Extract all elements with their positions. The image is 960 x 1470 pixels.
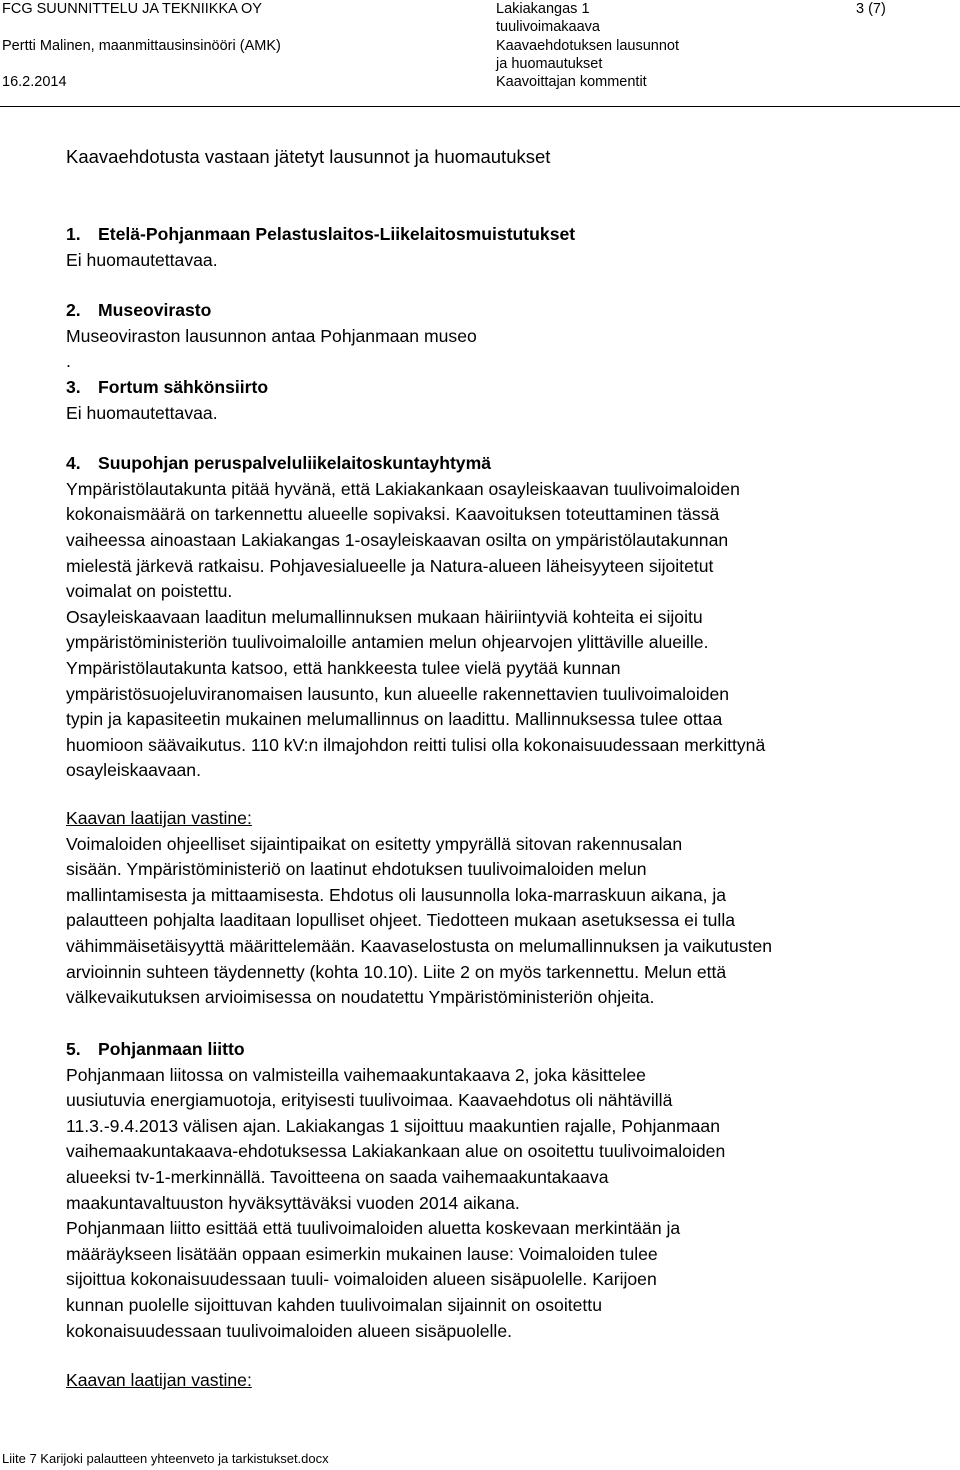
item-number: 2. — [66, 300, 81, 321]
response-label: Kaavan laatijan vastine: — [66, 1370, 252, 1390]
document-date: 16.2.2014 — [2, 74, 67, 90]
item-number: 4. — [66, 453, 81, 474]
item5-line: alueeksi tv-1-merkinnällä. Tavoitteena on saada vaihemaakuntakaava — [66, 1166, 609, 1187]
item4-line: huomioon säävaikutus. 110 kV:n ilmajohdon reitti tulisi olla kokonaisuudessaan merkittynä — [66, 734, 766, 755]
response-line: arvioinnin suhteen täydennetty (kohta 10.10). Liite 2 on myös tarkennettu. Melun että — [66, 961, 727, 982]
response-line: sisään. Ympäristöministeriö on laatinut ehdotuksen tuulivoimaloiden melun — [66, 859, 647, 880]
response-line: Voimaloiden ohjeelliset sijaintipaikat on esitetty ympyrällä sitovan rakennusalan — [66, 833, 683, 854]
item5-line: määräykseen lisätään oppaan esimerkin mukainen lause: Voimaloiden tulee — [66, 1243, 658, 1264]
item-title: Fortum sähkönsiirto — [98, 376, 269, 397]
doc-title-line2: ja huomautukset — [496, 56, 603, 72]
item-title: Pohjanmaan liitto — [98, 1039, 245, 1059]
item-title: Museovirasto — [98, 300, 212, 321]
item5-line: kunnan puolelle sijoittuvan kahden tuulivoimalan sijainnit on osoitettu — [66, 1294, 602, 1315]
page-header — [0, 0, 960, 108]
item-title: Suupohjan peruspalveluliikelaitoskuntayhtymä — [98, 453, 492, 474]
response-line: välkevaikutuksen arvioimisessa on noudatettu Ympäristöministeriön ohjeita. — [66, 987, 655, 1008]
item4-line: voimalat on poistettu. — [66, 581, 233, 602]
item4-line: Osayleiskaavaan laaditun melumallinnuksen mukaan häiriintyviä kohteita ei sijoitu — [66, 606, 703, 627]
item-heading — [66, 451, 956, 477]
item5-line: sijoittua kokonaisuudessaan tuuli- voimaloiden alueen sisäpuolelle. Karijoen — [66, 1269, 657, 1290]
item-extra: . — [66, 351, 71, 372]
item-title: Etelä-Pohjanmaan Pelastuslaitos-Liikelaitosmuistutukset — [98, 224, 576, 244]
item4-line: Ympäristölautakunta pitää hyvänä, että Lakiakankaan osayleiskaavan tuulivoimaloiden — [66, 478, 740, 499]
item-number: 5. — [66, 1039, 81, 1059]
plan-type: tuulivoimakaava — [496, 19, 600, 35]
item5-line: vaihemaakuntakaava-ehdotuksessa Lakiakankaan alue on osoitettu tuulivoimaloiden — [66, 1141, 726, 1162]
item4-line: Ympäristölautakunta katsoo, että hankkeesta tulee vielä pyytää kunnan — [66, 657, 621, 678]
item4-line: ympäristöministeriön tuulivoimaloille antamien melun ohjearvojen ylittäville alueille. — [66, 632, 709, 653]
item4-line: typin ja kapasiteetin mukainen melumallinnus on laadittu. Mallinnuksessa tulee ottaa — [66, 709, 723, 730]
response-line: palautteen pohjalta laaditaan lopulliset ohjeet. Tiedotteen mukaan asetuksessa ei tulla — [66, 910, 736, 931]
item5-line: Pohjanmaan liitto esittää että tuulivoimaloiden aluetta koskevaan merkintään ja — [66, 1218, 681, 1239]
item-heading — [66, 298, 956, 324]
response-line: mallintamisesta ja mittaamisesta. Ehdotus oli lausunnolla loka-marraskuun aikana, ja — [66, 884, 727, 905]
item4-line: ympäristösuojeluviranomaisen lausunto, kun alueelle rakennettavien tuulivoimaloiden — [66, 683, 730, 704]
page-number: 3 (7) — [856, 1, 886, 17]
item5-line: Pohjanmaan liitossa on valmisteilla vaihemaakuntakaava 2, joka käsittelee — [66, 1064, 646, 1085]
item5-line: maakuntavaltuuston hyväksyttäväksi vuoden 2014 aikana. — [66, 1192, 520, 1213]
author: Pertti Malinen, maanmittausinsinööri (AMK) — [2, 38, 281, 54]
item-number: 3. — [66, 376, 81, 397]
item-body: Ei huomautettavaa. — [66, 249, 218, 270]
item-body: Ei huomautettavaa. — [66, 402, 218, 423]
item4-line: mielestä järkevä ratkaisu. Pohjavesialueelle ja Natura-alueen läheisyyteen sijoitetut — [66, 555, 714, 576]
response-label: Kaavan laatijan vastine: — [66, 808, 252, 828]
doc-subtitle: Kaavoittajan kommentit — [496, 74, 647, 90]
item5-line: uusiutuvia energiamuotoja, erityisesti tuulivoimaa. Kaavaehdotus oli nähtävillä — [66, 1090, 673, 1111]
page-footer: Liite 7 Karijoki palautteen yhteenveto ja tarkistukset.docx — [2, 1451, 329, 1466]
page-title: Kaavaehdotusta vastaan jätetyt lausunnot ja huomautukset — [66, 146, 551, 167]
item-heading — [66, 375, 956, 401]
item-list — [66, 222, 956, 784]
response-block-2 — [66, 1368, 956, 1394]
header-divider — [0, 106, 960, 107]
item4-line: vaiheessa ainoastaan Lakiakangas 1-osayleiskaavan osilta on ympäristölautakunnan — [66, 529, 729, 550]
item-body: Museoviraston lausunnon antaa Pohjanmaan museo — [66, 325, 477, 346]
item4-line: osayleiskaavaan. — [66, 760, 201, 781]
item-number: 1. — [66, 224, 81, 244]
item-heading — [66, 222, 956, 248]
item5-line: 11.3.-9.4.2013 välisen ajan. Lakiakangas 1 sijoittuu maakuntien rajalle, Pohjanmaan — [66, 1115, 721, 1136]
response-block — [66, 806, 956, 1011]
item-heading — [66, 1037, 956, 1063]
response-line: vähimmäisetäisyyttä määrittelemään. Kaavaselostusta on melumallinnuksen ja vaikutusten — [66, 935, 773, 956]
doc-title-line1: Kaavaehdotuksen lausunnot — [496, 38, 680, 54]
company-name: FCG SUUNNITTELU JA TEKNIIKKA OY — [2, 1, 262, 17]
project-name: Lakiakangas 1 — [496, 1, 590, 17]
item5-line: kokonaisuudessaan tuulivoimaloiden alueen sisäpuolelle. — [66, 1320, 513, 1341]
item4-line: kokonaismäärä on tarkennettu alueelle sopivaksi. Kaavoituksen toteuttaminen tässä — [66, 504, 720, 525]
item5-block — [66, 1037, 956, 1344]
